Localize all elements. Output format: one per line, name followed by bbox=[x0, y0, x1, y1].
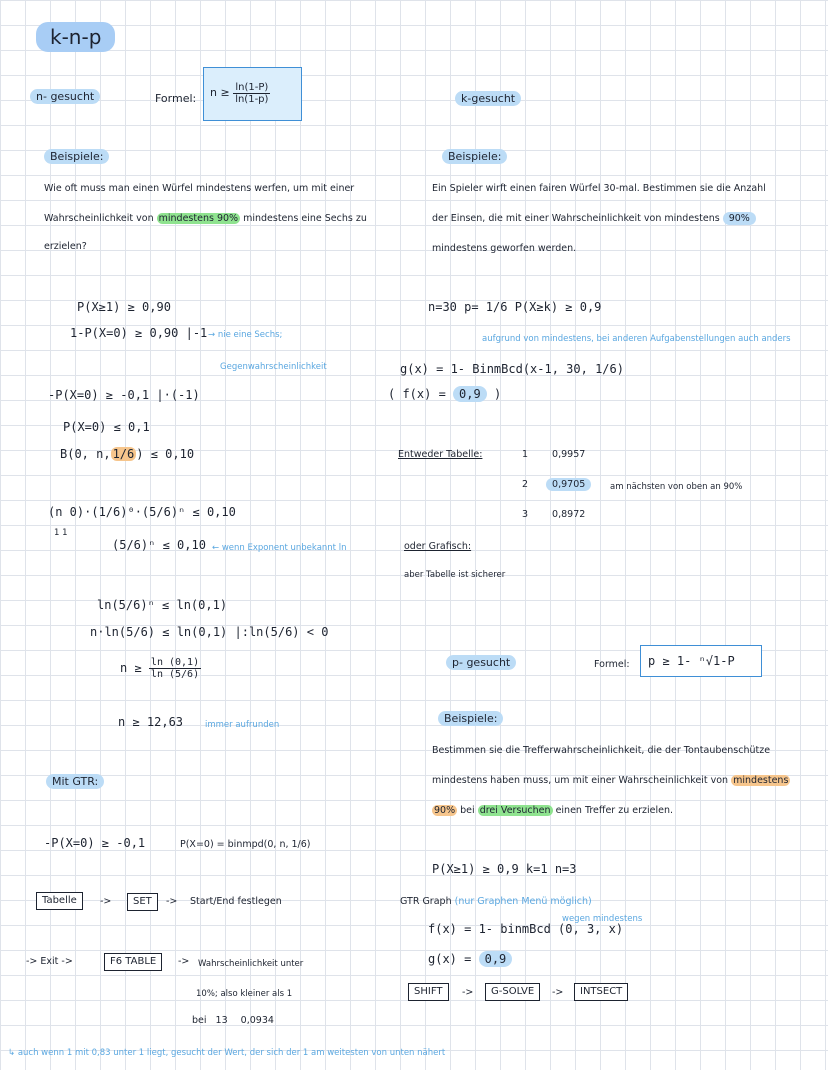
page-title: k-n-p bbox=[36, 22, 115, 52]
gtr-line1b: P(X=0) = binmpd(0, n, 1/6) bbox=[180, 839, 311, 850]
g-solve-button[interactable]: G-SOLVE bbox=[485, 983, 540, 1001]
table-label: Entweder Tabelle: bbox=[398, 449, 483, 460]
arrow-2: -> bbox=[166, 896, 178, 907]
table-row-1: 1 0,9957 bbox=[522, 449, 586, 460]
prob-under2: 10%; also kleiner als 1 bbox=[196, 989, 293, 999]
p-problem-line1: Bestimmen sie die Trefferwahrscheinlichkeit, die der Tontaubenschütze bbox=[432, 745, 771, 756]
p-problem-line3: 90% bei drei Versuchen einen Treffer zu erzielen. bbox=[434, 805, 673, 816]
arr-1: -> bbox=[462, 987, 474, 998]
gtr-header: Mit GTR: bbox=[46, 775, 104, 789]
step-4: P(X=0) ≤ 0,1 bbox=[63, 420, 150, 434]
graf-note: aber Tabelle ist sicherer bbox=[404, 570, 506, 580]
table-row-2: 2 0,9705 bbox=[522, 478, 591, 492]
f6-table-button[interactable]: F6 TABLE bbox=[104, 953, 162, 971]
step-6-under: 1 1 bbox=[54, 528, 68, 538]
right-beispiele: Beispiele: bbox=[442, 150, 507, 164]
step-2-note2: Gegenwahrscheinlichkeit bbox=[220, 362, 327, 372]
left-problem-line2: Wahrscheinlichkeit von mindestens 90% mindestens eine Sechs zu bbox=[44, 213, 367, 224]
start-end-text: Start/End festlegen bbox=[190, 896, 282, 907]
step-10-fraction: $\frac{\ln (0,1)}{\ln (5/6)}$ bbox=[150, 657, 200, 680]
step-11-note: immer aufrunden bbox=[205, 720, 280, 730]
step-3: -P(X=0) ≥ -0,1 |·(-1) bbox=[48, 388, 200, 402]
step-9: n·ln(5/6) ≤ ln(0,1) |:ln(5/6) < 0 bbox=[90, 625, 329, 639]
left-problem-line3: erzielen? bbox=[44, 241, 87, 252]
gtr-graph-note2: wegen mindestens bbox=[562, 914, 643, 924]
n-formula-label: Formel: bbox=[155, 92, 197, 105]
p-formula-label: Formel: bbox=[594, 659, 630, 670]
right-problem-line3: mindestens geworfen werden. bbox=[432, 243, 577, 254]
gtr-line1: -P(X=0) ≥ -0,1 bbox=[44, 836, 146, 850]
n-header: n- gesucht bbox=[30, 90, 100, 104]
bei-line: bei 13 0,0934 bbox=[192, 1015, 274, 1026]
set-button[interactable]: SET bbox=[127, 893, 158, 911]
n-formula-fraction bbox=[233, 82, 270, 105]
right-beispiele-2: Beispiele: bbox=[438, 712, 503, 726]
p-line2: f(x) = 1- binmBcd (0, 3, x) bbox=[428, 922, 624, 936]
step-2-note: → nie eine Sechs; bbox=[208, 330, 283, 340]
step-6: (n 0)·(1/6)⁰·(5/6)ⁿ ≤ 0,10 bbox=[48, 505, 236, 519]
step-7: (5/6)ⁿ ≤ 0,10 bbox=[112, 538, 206, 552]
k-line2: g(x) = 1- BinmBcd(x-1, 30, 1/6) bbox=[400, 362, 624, 376]
shift-button[interactable]: SHIFT bbox=[408, 983, 449, 1001]
left-problem-line1: Wie oft muss man einen Würfel mindestens werfen, um mit einer bbox=[44, 183, 355, 194]
table-row-3: 3 0,8972 bbox=[522, 509, 586, 520]
intsect-button[interactable]: INTSECT bbox=[574, 983, 628, 1001]
n-formula bbox=[210, 78, 270, 108]
table-note: am nächsten von oben an 90% bbox=[610, 482, 743, 492]
tabelle-button[interactable]: Tabelle bbox=[36, 892, 83, 910]
step-5: B(0, n, 1/6 ) ≤ 0,10 bbox=[60, 447, 195, 461]
right-problem-line1: Ein Spieler wirft einen fairen Würfel 30-mal. Bestimmen sie die Anzahl bbox=[432, 183, 766, 194]
p-problem-line2: mindestens haben muss, um mit einer Wahrscheinlichkeit von mindestens bbox=[432, 775, 789, 786]
k-header: k-gesucht bbox=[455, 92, 521, 106]
step-11: n ≥ 12,63 bbox=[118, 715, 184, 729]
n-formula-prefix: n ≥ bbox=[210, 86, 230, 99]
p-line1: P(X≥1) ≥ 0,9 k=1 n=3 bbox=[432, 862, 577, 876]
k-line1-note: aufgrund von mindestens, bei anderen Aufgabenstellungen auch anders bbox=[482, 334, 791, 344]
arrow-3: -> bbox=[178, 956, 190, 967]
p-header: p- gesucht bbox=[446, 656, 516, 670]
p-formula: p ≥ 1- ⁿ√1-P bbox=[648, 654, 735, 668]
left-beispiele: Beispiele: bbox=[44, 150, 109, 164]
p-line3: g(x) = 0,9 bbox=[428, 952, 512, 966]
n-formula-den: ln(1-p) bbox=[235, 93, 269, 105]
step-8: ln(5/6)ⁿ ≤ ln(0,1) bbox=[97, 598, 228, 612]
gtr-graph-line: GTR Graph (nur Graphen Menü möglich) bbox=[400, 896, 592, 907]
k-line1: n=30 p= 1/6 P(X≥k) ≥ 0,9 bbox=[428, 300, 602, 314]
step-10: n ≥ $\frac{\ln (0,1)}{\ln (5/6)}$ bbox=[120, 657, 200, 680]
graf-label: oder Grafisch: bbox=[404, 541, 472, 552]
step-2: 1-P(X=0) ≥ 0,90 |-1 bbox=[70, 326, 208, 340]
step-1: P(X≥1) ≥ 0,90 bbox=[77, 300, 171, 314]
prob-under: Wahrscheinlichkeit unter bbox=[198, 959, 304, 969]
n-formula-num: ln(1-P) bbox=[233, 82, 270, 94]
k-line3: ( f(x) = 0,9 ) bbox=[388, 387, 502, 401]
step-7-note: ← wenn Exponent unbekannt ln bbox=[212, 543, 347, 553]
arrow-1: -> bbox=[100, 896, 112, 907]
arr-2: -> bbox=[552, 987, 564, 998]
footnote: ↳ auch wenn 1 mit 0,83 unter 1 liegt, gesucht der Wert, der sich der 1 am weitesten von unten nähert bbox=[8, 1048, 446, 1058]
exit-label: -> Exit -> bbox=[26, 956, 73, 967]
right-problem-line2: der Einsen, die mit einer Wahrscheinlichkeit von mindestens 90% bbox=[432, 212, 756, 226]
